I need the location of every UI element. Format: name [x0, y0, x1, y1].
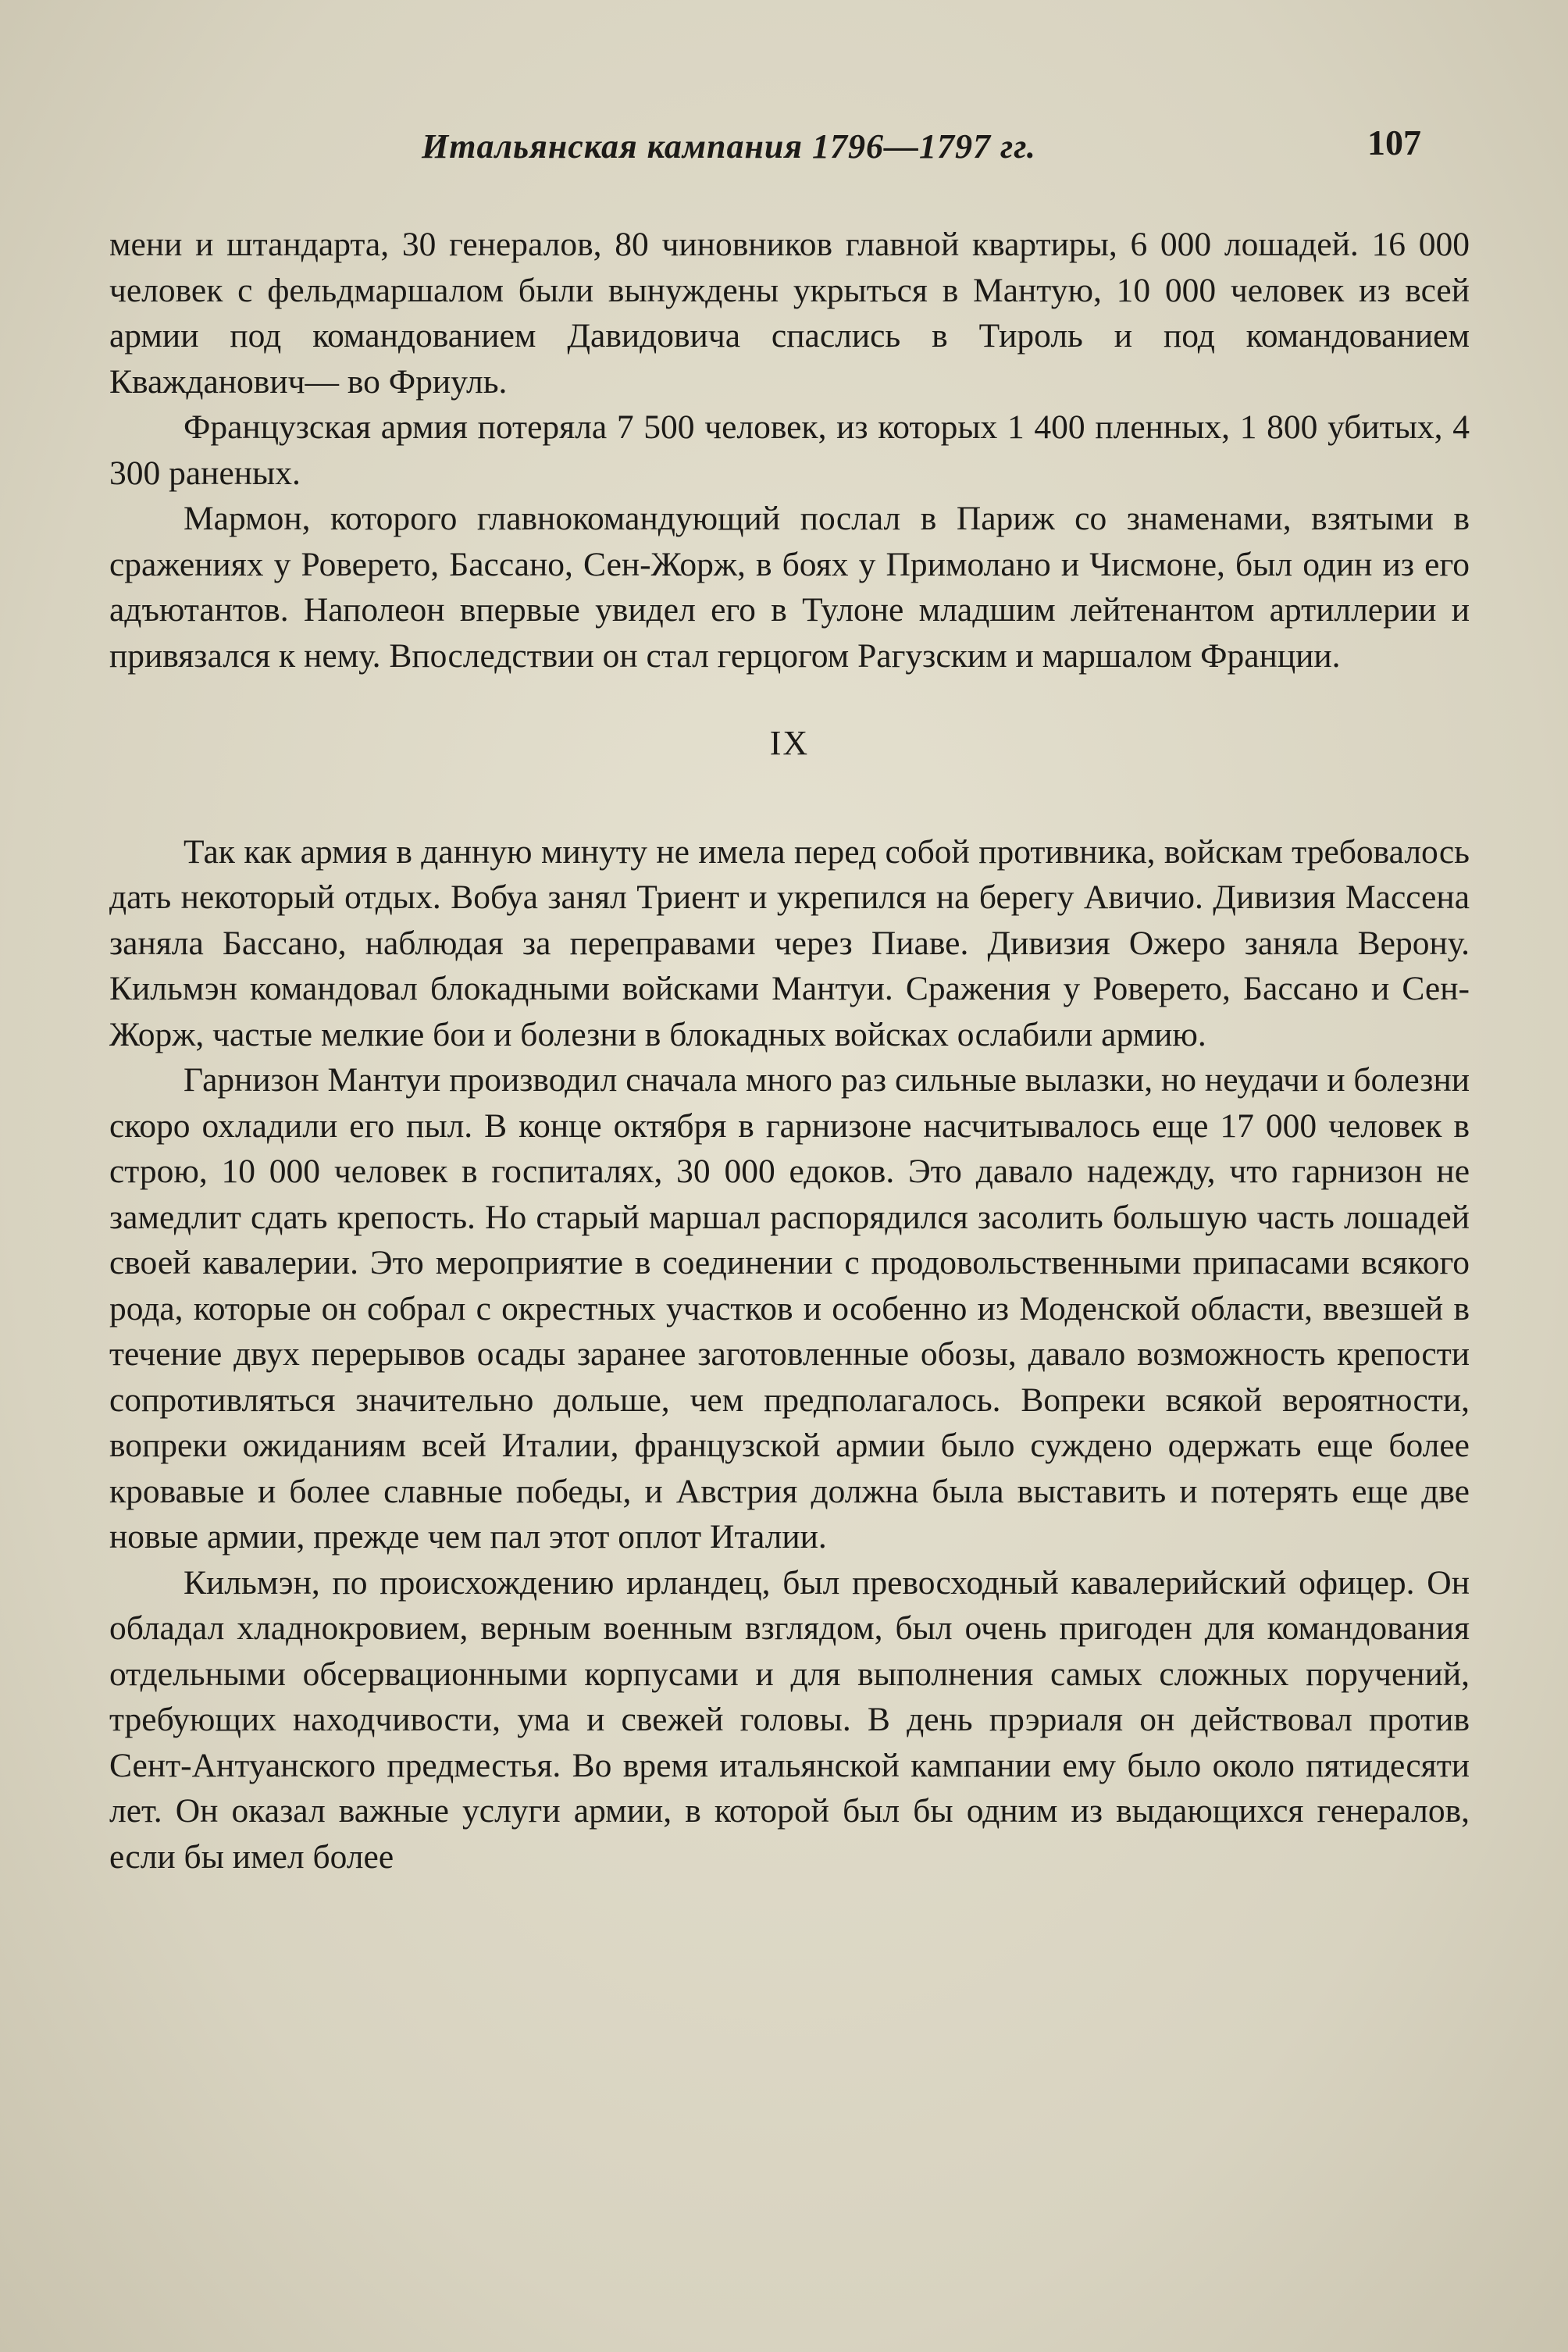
paragraph: мени и штандарта, 30 генералов, 80 чиновников главной квартиры, 6 000 лошадей. 16 000 человек с фельдмаршалом были вынуждены укрыться в Мантую, 10 000 человек из всей армии под командованием Давидовича спаслись в Тироль и под командованием Кважданович— во Фриуль. [109, 226, 1470, 401]
section-heading: IX [769, 724, 810, 762]
paragraph: Гарнизон Мантуи производил сначала много раз сильные вылазки, но неудачи и болезни скоро охладили его пыл. В конце октября в гарнизоне насчитывалось еще 17 000 человек в строю, 10 000 человек в госпиталях, 30 000 едоков. Это давало надежду, что гарнизон не замедлит сдать крепость. Но старый маршал распорядился засолить большую часть лошадей своей кавалерии. Это мероприятие в соединении с продовольственными припасами всякого рода, которые он собрал с окрестных участков и особенно из Моденской области, ввезшей в течение двух перерывов осады заранее заготовленные обозы, давало возможность крепости сопротивляться значительно дольше, чем предполагалось. Вопреки всякой вероятности, вопреки ожиданиям всей Италии, французской армии было суждено одержать еще более кровавые и более славные победы, и Австрия должна была выставить и потерять еще две новые армии, прежде чем пал этот оплот Италии. [109, 1061, 1470, 1556]
paragraph: Мармон, которого главнокомандующий послал в Париж со знаменами, взятыми в сражениях у Роверето, Бассано, Сен-Жорж, в боях у Примолано и Чисмоне, был один из его адъютантов. Наполеон впервые увидел его в Тулоне младшим лейтенантом артиллерии и привязался к нему. Впоследствии он стал герцогом Рагузским и маршалом Франции. [109, 500, 1470, 675]
page-number: 107 [1367, 123, 1421, 162]
running-title: Итальянская кампания 1796—1797 гг. [422, 127, 1036, 166]
paragraph: Так как армия в данную минуту не имела перед собой противника, войскам требовалось дать некоторый отдых. Вобуа занял Триент и укрепился на берегу Авичио. Дивизия Массена заняла Бассано, наблюдая за переправами через Пиаве. Дивизия Ожеро заняла Верону. Кильмэн командовал блокадными войсками Мантуи. Сражения у Роверето, Бассано и Сен-Жорж, частые мелкие бои и болезни в блокадных войсках ослабили армию. [109, 832, 1470, 1053]
body-text [109, 222, 1470, 1880]
paragraph: Французская армия потеряла 7 500 человек, из которых 1 400 пленных, 1 800 убитых, 4 300 раненых. [109, 408, 1470, 492]
running-header [109, 123, 1421, 181]
paragraph: Кильмэн, по происхождению ирландец, был превосходный кавалерийский офицер. Он обладал хладнокровием, верным военным взглядом, был очень пригоден для командования отдельными обсервационными корпусами и для выполнения самых сложных поручений, требующих находчивости, ума и свежей головы. В день прэриаля он действовал против Сент-Антуанского предместья. Во время итальянской кампании ему было около пятидесяти лет. Он оказал важные услуги армии, в которой был бы одним из выдающихся генералов, если бы имел более [109, 1563, 1470, 1876]
